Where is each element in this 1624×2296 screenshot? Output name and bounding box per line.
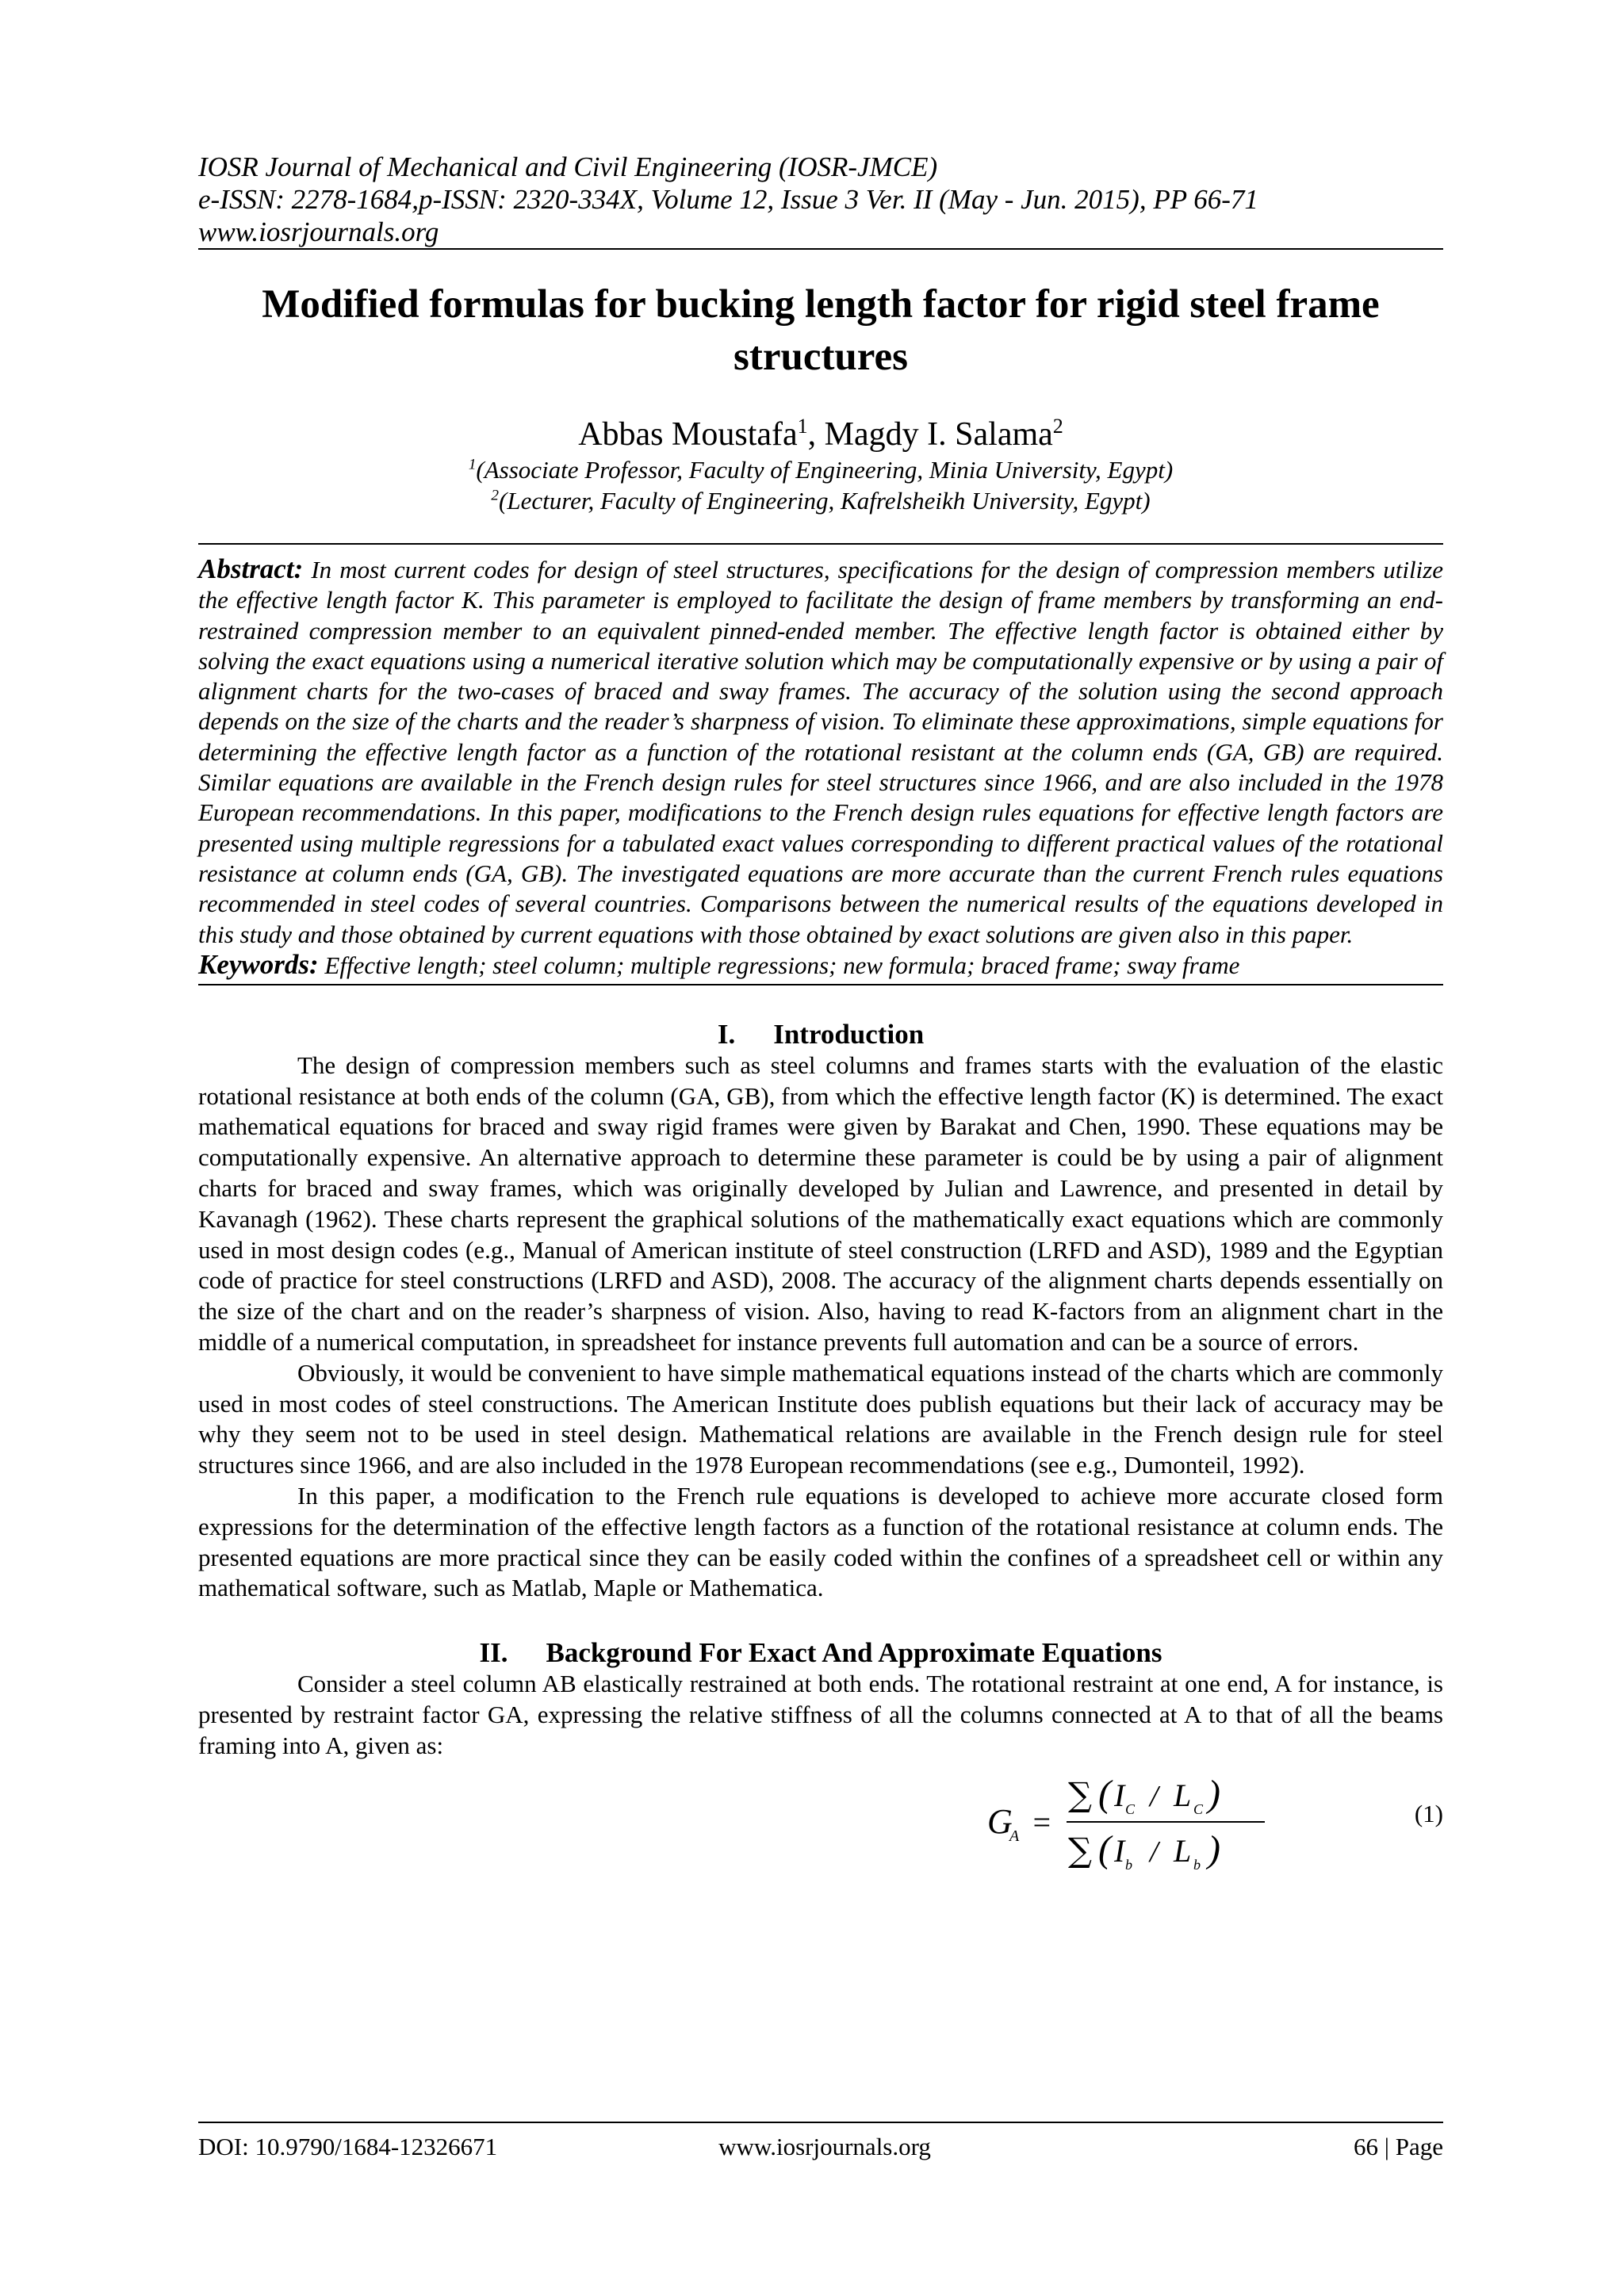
abstract-top-rule: [198, 543, 1443, 545]
keywords-text: Effective length; steel column; multiple regressions; new formula; braced frame; sway frame: [324, 951, 1240, 979]
section-2-number: II.: [479, 1637, 508, 1669]
author-1: Abbas Moustafa: [578, 416, 798, 453]
keywords-label: Keywords:: [198, 948, 319, 980]
section-2-title: Background For Exact And Approximate Equations: [546, 1637, 1162, 1669]
eq-den-sum: ∑: [1068, 1830, 1092, 1869]
journal-site: www.iosrjournals.org: [198, 216, 439, 247]
author-1-mark: 1: [797, 415, 808, 438]
abstract: [198, 554, 1443, 950]
eq-num-var: I: [1114, 1777, 1125, 1813]
affiliation-2: [198, 485, 1443, 516]
section-1-title: Introduction: [773, 1018, 925, 1050]
abstract-label: Abstract:: [198, 553, 304, 584]
eq-num-slash: /: [1150, 1779, 1159, 1813]
eq-num-rparen: ): [1208, 1772, 1220, 1815]
footer-page: 66 | Page: [1354, 2133, 1443, 2160]
section-1-paragraph-2: Obviously, it would be convenient to have simple mathematical equations instead of the charts which are commonly used in most codes of steel constructions. The American Institute does publish equations but their lack of accuracy may be why they seem not to be used in steel design. Mathematical relations are available in the French design rule for steel structures since 1966, and are also included in the 1978 European recommendations (see e.g., Dumonteil, 1992).: [198, 1358, 1443, 1479]
affiliation-2-mark: 2: [491, 487, 499, 504]
author-2: Magdy I. Salama: [824, 416, 1053, 453]
eq-num-sum: ∑: [1068, 1774, 1092, 1814]
section-1-paragraph-3: In this paper, a modification to the French rule equations is developed to achieve more accurate closed form expressions for the determination of the effective length factors as a function of the rotational resistance at column ends. The presented equations are more practical since they can be easily coded within the confines of a spreadsheet cell or within any mathematical software, such as Matlab, Maple or Mathematica.: [198, 1482, 1443, 1602]
header-rule: [198, 248, 1443, 250]
footer-doi: DOI: 10.9790/1684-12326671: [198, 2133, 498, 2160]
eq-lhs: G: [987, 1801, 1013, 1841]
author-list: [198, 415, 1443, 454]
abstract-bottom-rule: [198, 984, 1443, 985]
eq-den-den-sub: b: [1193, 1856, 1201, 1873]
eq-lhs-sub: A: [1009, 1827, 1020, 1845]
affiliation-2-text: (Lecturer, Faculty of Engineering, Kafrelsheikh University, Egypt): [499, 487, 1151, 515]
footer-site: www.iosrjournals.org: [718, 2133, 931, 2160]
paper-page: [198, 151, 1443, 1881]
journal-name: IOSR Journal of Mechanical and Civil Engineering (IOSR-JMCE): [198, 151, 938, 182]
keywords: [198, 950, 1443, 981]
author-separator: ,: [807, 416, 825, 453]
eq-den-lparen: (: [1098, 1827, 1111, 1870]
author-2-mark: 2: [1052, 415, 1063, 438]
journal-issn: e-ISSN: 2278-1684,p-ISSN: 2320-334X, Volume 12, Issue 3 Ver. II (May - Jun. 2015), PP 66-71: [198, 184, 1258, 215]
footer-rule: [198, 2122, 1443, 2123]
journal-header: [198, 151, 1443, 248]
section-1-heading: [198, 1019, 1443, 1050]
section-1-number: I.: [717, 1018, 736, 1050]
section-1-paragraph-1: The design of compression members such as steel columns and frames starts with the evaluation of the elastic rotational resistance at both ends of the column (GA, GB), from which the effective length factor (K) is determined. The exact mathematical equations for braced and sway rigid frames were given by Barakat and Chen, 1990. These equations may be computationally expensive. An alternative approach to determine these parameter is could be by using a pair of alignment charts for braced and sway frames, which was originally developed by Julian and Lawrence, and presented in detail by Kavanagh (1962). These charts represent the graphical solutions of the mathematically exact equations which are commonly used in most design codes (e.g., Manual of American institute of steel construction (LRFD and ASD), 1989 and the Egyptian code of practice for steel constructions (LRFD and ASD), 2008. The accuracy of the alignment charts depends essentially on the size of the chart and on the reader’s sharpness of vision. Also, having to read K-factors from an alignment chart in the middle of a numerical computation, in spreadsheet for instance prevents full automation and can be a source of errors.: [198, 1050, 1443, 1357]
section-2-paragraph-1: Consider a steel column AB elastically restrained at both ends. The rotational restraint at one end, A for instance, is presented by restraint factor GA, expressing the relative stiffness of all the columns connected at A to that of all the beams framing into A, given as:: [198, 1670, 1443, 1759]
eq-num-lparen: (: [1098, 1772, 1111, 1815]
abstract-text: In most current codes for design of steel structures, specifications for the design of compression members utilize the effective length factor K. This parameter is employed to facilitate the design of frame members by transforming an end-restrained compression member to an equivalent pinned-ended member. The effective length factor is obtained either by solving the exact equations using a numerical iterative solution which may be computationally expensive or by using a pair of alignment charts for the two-cases of braced and sway frames. The accuracy of the solution using the second approach depends on the size of the charts and the reader’s sharpness of vision. To eliminate these approximations, simple equations for determining the effective length factor as a function of the rotational resistant at the column ends (GA, GB) are required. Similar equations are available in the French design rules for steel structures since 1966, and are also included in the 1978 European recommendations. In this paper, modifications to the French design rules equations for effective length factors are presented using multiple regressions for a tabulated exact values corresponding to different practical values of the rotational resistance at column ends (GA, GB). The investigated equations are more accurate than the current French rules equations recommended in steel codes of several countries. Comparisons between the numerical results of the equations developed in this study and those obtained by current equations with those obtained by exact solutions are given also in this paper.: [198, 556, 1443, 948]
eq-den-var: I: [1114, 1832, 1125, 1869]
affiliation-1-mark: 1: [468, 456, 477, 473]
eq-equals: =: [1031, 1804, 1052, 1840]
eq-num-den-sub: C: [1193, 1800, 1204, 1817]
eq-den-den: L: [1174, 1832, 1192, 1869]
eq-den-slash: /: [1150, 1835, 1159, 1869]
affiliation-1: [198, 454, 1443, 485]
paper-title: Modified formulas for bucking length factor for rigid steel frame structures: [262, 282, 1380, 379]
equation-1-number: (1): [1414, 1799, 1443, 1827]
eq-den-var-sub: b: [1125, 1856, 1132, 1873]
eq-den-rparen: ): [1208, 1827, 1220, 1870]
section-2-heading: [198, 1637, 1443, 1669]
affiliation-1-text: (Associate Professor, Faculty of Engineering, Minia University, Egypt): [476, 456, 1174, 484]
eq-num-den: L: [1174, 1777, 1192, 1813]
equation-1: [198, 1762, 1443, 1881]
eq-num-var-sub: C: [1125, 1800, 1136, 1817]
equation-1-formula: [987, 1762, 1273, 1881]
